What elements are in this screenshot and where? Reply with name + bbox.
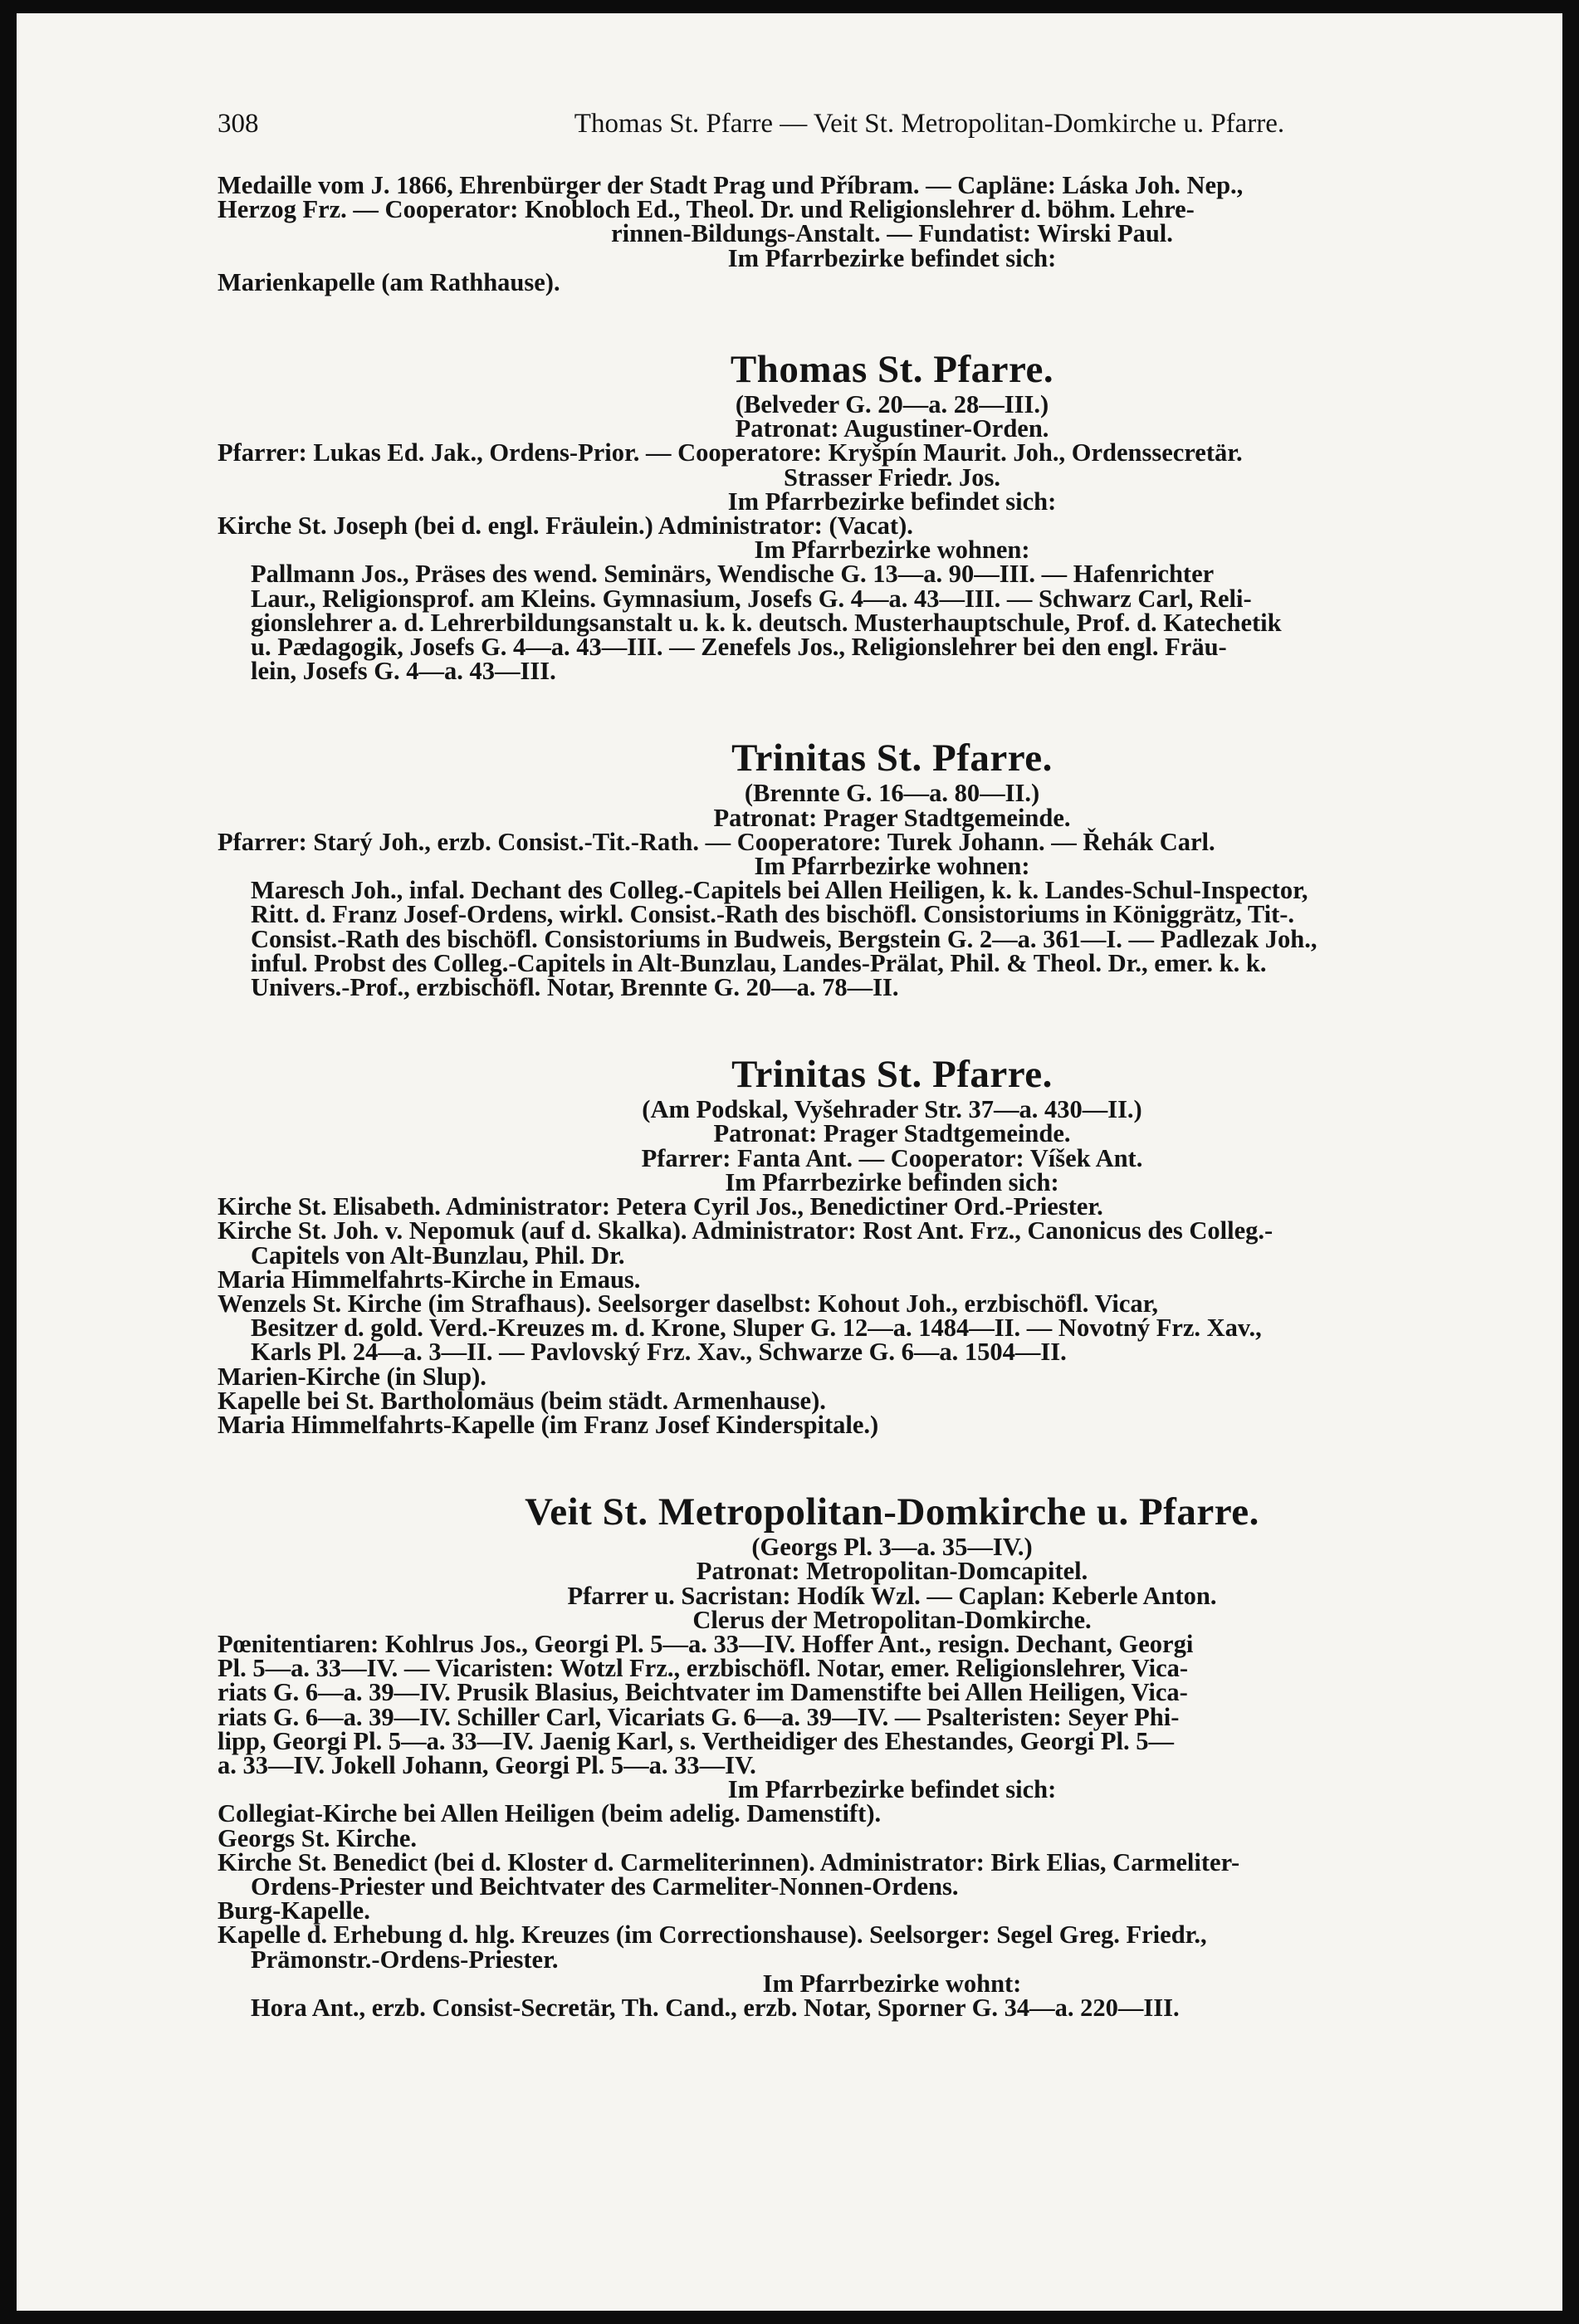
resident-line: Hora Ant., erzb. Consist-Secretär, Th. Cand., erzb. Notar, Sporner G. 34—a. 220—III. xyxy=(251,1993,1180,2022)
section-patronat: Patronat: Augustiner-Orden. xyxy=(735,414,1049,443)
clerus-line: Pœnitentiaren: Kohlrus Jos., Georgi Pl. 5—a. 33—IV. Hoffer Ant., resign. Dechant, Georgi xyxy=(218,1629,1194,1658)
section-pfarrer: Pfarrer: Fanta Ant. — Cooperator: Víšek Ant. xyxy=(641,1143,1143,1172)
intro-block xyxy=(218,171,1562,296)
intro-line: Medaille vom J. 1866, Ehrenbürger der Stadt Prag und Příbram. — Capläne: Láska Joh. Nep., xyxy=(218,171,1244,199)
bezirk-item: Kirche St. Benedict (bei d. Kloster d. Carmeliterinnen). Administrator: Birk Elias, Carmeliter- xyxy=(218,1847,1240,1876)
section-address: (Brennte G. 16—a. 80—II.) xyxy=(744,779,1040,808)
running-title: Thomas St. Pfarre — Veit St. Metropolitan-Domkirche u. Pfarre. xyxy=(574,109,1285,139)
bezirk-heading: Im Pfarrbezirke befindet sich: xyxy=(727,1775,1057,1804)
section-patronat: Patronat: Prager Stadtgemeinde. xyxy=(713,803,1071,832)
section-trinitas-brennte xyxy=(218,736,1562,1000)
bezirk-item: Burg-Kapelle. xyxy=(218,1896,370,1925)
residents-block xyxy=(218,878,1562,1000)
section-pfarrer: Pfarrer: Lukas Ed. Jak., Ordens-Prior. — Cooperatore: Kryšpín Maurit. Joh., Ordenssecretär. xyxy=(218,438,1243,467)
section-address: (Am Podskal, Vyšehrader Str. 37—a. 430—II.) xyxy=(642,1095,1142,1124)
resident-line: Univers.-Prof., erzbischöfl. Notar, Brennte G. 20—a. 78—II. xyxy=(251,973,899,1002)
resident-line: Ritt. d. Franz Josef-Ordens, wirkl. Consist.-Rath des bischöfl. Consistoriums in Königgrätz, Tit-. xyxy=(251,900,1295,929)
section-veit xyxy=(218,1490,1562,2020)
clerus-heading: Clerus der Metropolitan-Domkirche. xyxy=(692,1605,1092,1634)
document-page xyxy=(17,13,1562,2311)
section-title: Thomas St. Pfarre. xyxy=(730,348,1054,392)
bezirk-heading: Im Pfarrbezirke wohnen: xyxy=(754,536,1030,565)
bezirk-item: Wenzels St. Kirche (im Strafhaus). Seelsorger daselbst: Kohout Joh., erzbischöfl. Vicar, xyxy=(218,1289,1158,1318)
resident-line: Laur., Religionsprof. am Kleins. Gymnasium, Josefs G. 4—a. 43—III. — Schwarz Carl, Reli- xyxy=(251,584,1252,613)
bezirk-heading: Im Pfarrbezirke befinden sich: xyxy=(725,1167,1059,1196)
bezirk-item: Maria Himmelfahrts-Kapelle (im Franz Josef Kinderspitale.) xyxy=(218,1410,879,1439)
section-patronat: Patronat: Metropolitan-Domcapitel. xyxy=(696,1557,1088,1586)
resident-line: u. Pædagogik, Josefs G. 4—a. 43—III. — Zenefels Jos., Religionslehrer bei den engl. Fräu- xyxy=(251,633,1227,662)
intro-line: rinnen-Bildungs-Anstalt. — Fundatist: Wirski Paul. xyxy=(611,219,1173,248)
bezirk-heading: Im Pfarrbezirke befindet sich: xyxy=(727,487,1057,516)
intro-line: Herzog Frz. — Cooperator: Knobloch Ed., Theol. Dr. und Religionslehrer d. böhm. Lehre- xyxy=(218,195,1195,224)
bezirk-item-continued: Besitzer d. gold. Verd.-Kreuzes m. d. Krone, Sluper G. 12—a. 1484—II. — Novotný Frz. Xav., xyxy=(251,1314,1262,1343)
section-title: Veit St. Metropolitan-Domkirche u. Pfarre. xyxy=(525,1490,1259,1534)
clerus-line: Pl. 5—a. 33—IV. — Vicaristen: Wotzl Frz., erzbischöfl. Notar, emer. Religionslehrer, Vica- xyxy=(218,1654,1189,1683)
clerus-line: a. 33—IV. Jokell Johann, Georgi Pl. 5—a. 33—IV. xyxy=(218,1750,756,1779)
section-pfarrer: Pfarrer: Starý Joh., erzb. Consist.-Tit.-Rath. — Cooperatore: Turek Johann. — Řehák Carl. xyxy=(218,827,1215,856)
bezirk-item: Kirche St. Elisabeth. Administrator: Petera Cyril Jos., Benedictiner Ord.-Priester. xyxy=(218,1192,1103,1221)
running-head xyxy=(218,109,1562,159)
clerus-line: riats G. 6—a. 39—IV. Schiller Carl, Vicariats G. 6—a. 39—IV. — Psalteristen: Seyer Phi- xyxy=(218,1702,1180,1731)
resident-line: inful. Probst des Colleg.-Capitels in Alt-Bunzlau, Landes-Prälat, Phil. & Theol. Dr., emer. k. k. xyxy=(251,948,1267,977)
bezirk-heading: Im Pfarrbezirke wohnt: xyxy=(762,1969,1022,1998)
section-title: Trinitas St. Pfarre. xyxy=(731,1053,1053,1097)
resident-line: Pallmann Jos., Präses des wend. Seminärs, Wendische G. 13—a. 90—III. — Hafenrichter xyxy=(251,560,1215,589)
bezirk-item: Marienkapelle (am Rathhause). xyxy=(218,267,560,296)
bezirk-item: Georgs St. Kirche. xyxy=(218,1823,418,1852)
resident-line: lein, Josefs G. 4—a. 43—III. xyxy=(251,657,556,686)
section-pfarrer: Strasser Friedr. Jos. xyxy=(784,462,1000,492)
bezirk-item-continued: Prämonstr.-Ordens-Priester. xyxy=(251,1945,559,1974)
bezirk-item: Kapelle d. Erhebung d. hlg. Kreuzes (im Correctionshause). Seelsorger: Segel Greg. Friedr., xyxy=(218,1920,1207,1950)
residents-block xyxy=(218,560,1562,686)
page-content xyxy=(218,109,1562,2020)
section-address: (Georgs Pl. 3—a. 35—IV.) xyxy=(751,1533,1033,1562)
clerus-line: riats G. 6—a. 39—IV. Prusik Blasius, Beichtvater im Damenstifte bei Allen Heiligen, Vica- xyxy=(218,1678,1188,1707)
bezirk-item-continued: Karls Pl. 24—a. 3—II. — Pavlovský Frz. Xav., Schwarze G. 6—a. 1504—II. xyxy=(251,1338,1067,1367)
resident-line: Consist.-Rath des bischöfl. Consistoriums in Budweis, Bergstein G. 2—a. 361—I. — Padlezak Joh., xyxy=(251,924,1317,953)
bezirk-item: Kapelle bei St. Bartholomäus (beim städt. Armenhause). xyxy=(218,1386,826,1415)
bezirk-heading: Im Pfarrbezirke wohnen: xyxy=(754,852,1030,881)
section-address: (Belveder G. 20—a. 28—III.) xyxy=(735,390,1049,419)
page-number: 308 xyxy=(218,109,259,139)
resident-line: Maresch Joh., infal. Dechant des Colleg.-Capitels bei Allen Heiligen, k. k. Landes-Schul-Inspector, xyxy=(251,876,1308,905)
resident-line: gionslehrer a. d. Lehrerbildungsanstalt u. k. k. deutsch. Musterhauptschule, Prof. d. Katechetik xyxy=(251,608,1282,637)
bezirk-item-continued: Ordens-Priester und Beichtvater des Carmeliter-Nonnen-Ordens. xyxy=(251,1871,959,1901)
bezirk-item: Kirche St. Joh. v. Nepomuk (auf d. Skalka). Administrator: Rost Ant. Frz., Canonicus des Colleg.- xyxy=(218,1216,1273,1245)
section-title: Trinitas St. Pfarre. xyxy=(731,736,1053,780)
bezirk-item: Maria Himmelfahrts-Kirche in Emaus. xyxy=(218,1265,641,1294)
section-pfarrer: Pfarrer u. Sacristan: Hodík Wzl. — Caplan: Keberle Anton. xyxy=(567,1581,1217,1610)
bezirk-item: Collegiat-Kirche bei Allen Heiligen (beim adelig. Damenstift). xyxy=(218,1799,882,1828)
section-patronat: Patronat: Prager Stadtgemeinde. xyxy=(713,1119,1071,1148)
bezirk-item-continued: Capitels von Alt-Bunzlau, Phil. Dr. xyxy=(251,1240,625,1270)
section-trinitas-podskal xyxy=(218,1053,1562,1437)
section-thomas xyxy=(218,348,1562,686)
bezirk-heading: Im Pfarrbezirke befindet sich: xyxy=(727,243,1057,272)
clerus-line: lipp, Georgi Pl. 5—a. 33—IV. Jaenig Karl, s. Vertheidiger des Ehestandes, Georgi Pl. 5— xyxy=(218,1726,1174,1755)
bezirk-item: Marien-Kirche (in Slup). xyxy=(218,1362,486,1391)
bezirk-item: Kirche St. Joseph (bei d. engl. Fräulein.) Administrator: (Vacat). xyxy=(218,511,913,541)
